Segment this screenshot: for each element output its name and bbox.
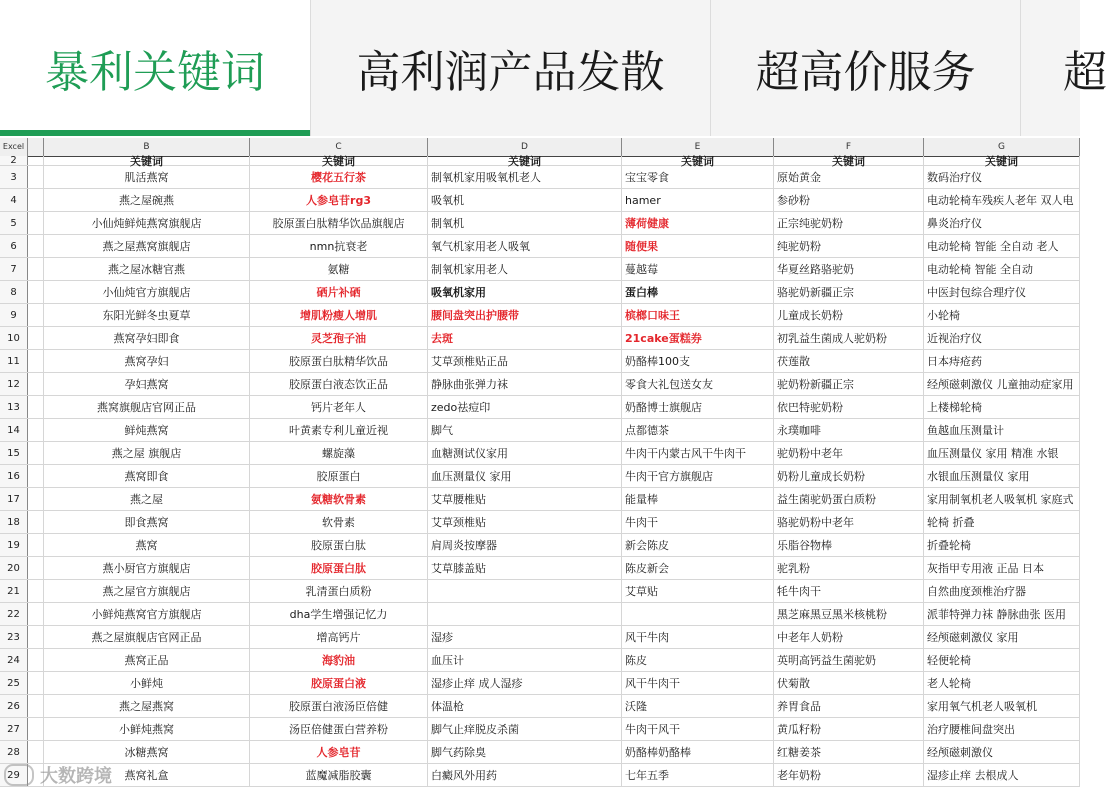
table-cell[interactable]: 儿童成长奶粉 [774, 304, 924, 326]
table-cell[interactable]: 樱花五行茶 [250, 166, 428, 188]
table-cell[interactable]: 驼奶粉中老年 [774, 442, 924, 464]
table-cell[interactable]: 英明高钙益生菌驼奶 [774, 649, 924, 671]
table-cell[interactable]: dha学生增强记忆力 [250, 603, 428, 625]
table-cell[interactable]: 东阳光鲜冬虫夏草 [44, 304, 250, 326]
table-row [0, 626, 1080, 649]
table-cell[interactable]: 华夏丝路骆驼奶 [774, 258, 924, 280]
table-cell[interactable]: 沃隆 [622, 695, 774, 717]
table-cell[interactable]: 艾草膝盖贴 [428, 557, 622, 579]
table-cell-empty[interactable] [28, 603, 44, 625]
table-cell[interactable]: 乳清蛋白质粉 [250, 580, 428, 602]
table-row [0, 327, 1080, 350]
table-cell[interactable]: 脚气止痒脱皮杀菌 [428, 718, 622, 740]
table-cell-empty[interactable] [28, 649, 44, 671]
table-cell[interactable]: 经颅磁刺激仪 家用 [924, 626, 1080, 648]
table-cell[interactable]: 软骨素 [250, 511, 428, 533]
table-row [0, 189, 1080, 212]
row-number[interactable]: 16 [0, 465, 28, 487]
row-number[interactable]: 26 [0, 695, 28, 717]
table-cell[interactable]: 脚气 [428, 419, 622, 441]
table-cell[interactable]: 胶原蛋白肽精华饮品旗舰店 [250, 212, 428, 234]
table-row [0, 419, 1080, 442]
table-cell-empty[interactable] [28, 718, 44, 740]
table-cell[interactable]: 小轮椅 [924, 304, 1080, 326]
table-cell[interactable]: 胶原蛋白肽 [250, 534, 428, 556]
table-cell[interactable]: 去斑 [428, 327, 622, 349]
table-cell[interactable]: 胶原蛋白液汤臣倍健 [250, 695, 428, 717]
table-cell[interactable]: 奶酪博士旗舰店 [622, 396, 774, 418]
watermark [4, 760, 112, 790]
table-cell-empty[interactable] [28, 156, 44, 165]
table-row [0, 580, 1080, 603]
table-cell[interactable]: 七年五季 [622, 764, 774, 786]
row-number[interactable]: 29 [0, 764, 28, 786]
tab-more[interactable] [1020, 0, 1107, 136]
table-cell[interactable]: 电动轮椅车残疾人老年 双人电 [924, 189, 1080, 211]
tab-profit-keywords[interactable] [0, 0, 310, 136]
table-row [0, 258, 1080, 281]
row-number[interactable]: 13 [0, 396, 28, 418]
table-row [0, 235, 1080, 258]
table-cell[interactable]: 自然曲度颈椎治疗器 [924, 580, 1080, 602]
column-letter[interactable]: E [622, 138, 774, 156]
table-row [0, 350, 1080, 373]
table-cell[interactable]: 血压计 [428, 649, 622, 671]
table-cell[interactable]: 燕窝旗舰店官网正品 [44, 396, 250, 418]
column-letter[interactable]: G [924, 138, 1080, 156]
table-cell[interactable]: 即食燕窝 [44, 511, 250, 533]
table-cell[interactable]: 湿疹 [428, 626, 622, 648]
table-cell[interactable]: 牛肉干官方旗舰店 [622, 465, 774, 487]
row-number[interactable]: 24 [0, 649, 28, 671]
table-cell[interactable]: 牛肉干风干 [622, 718, 774, 740]
row-number[interactable]: 7 [0, 258, 28, 280]
table-cell[interactable]: 治疗腰椎间盘突出 [924, 718, 1080, 740]
table-cell-empty[interactable] [28, 235, 44, 257]
table-cell[interactable]: 吸氧机 [428, 189, 622, 211]
table-cell[interactable]: 电动轮椅 智能 全自动 [924, 258, 1080, 280]
table-cell-empty[interactable] [28, 534, 44, 556]
table-cell[interactable]: 艾草腰椎贴 [428, 488, 622, 510]
row-number[interactable]: 11 [0, 350, 28, 372]
table-cell[interactable]: 胶原蛋白 [250, 465, 428, 487]
table-cell[interactable]: 电动轮椅 智能 全自动 老人 [924, 235, 1080, 257]
table-cell-empty[interactable] [28, 304, 44, 326]
table-cell[interactable]: 氨糖 [250, 258, 428, 280]
table-row [0, 396, 1080, 419]
column-header-cell[interactable]: 关键词 [250, 156, 428, 165]
row-number[interactable]: 8 [0, 281, 28, 303]
table-cell[interactable]: 驼奶粉新疆正宗 [774, 373, 924, 395]
table-cell[interactable]: 氨糖软骨素 [250, 488, 428, 510]
row-number[interactable]: 23 [0, 626, 28, 648]
table-cell[interactable]: 蓝魔减脂胶囊 [250, 764, 428, 786]
table-cell-empty[interactable] [28, 258, 44, 280]
column-letter-a-stub[interactable] [28, 138, 44, 156]
table-cell-empty[interactable] [28, 557, 44, 579]
table-cell[interactable]: 血糖测试仪家用 [428, 442, 622, 464]
table-cell[interactable]: 氧气机家用老人吸氧 [428, 235, 622, 257]
table-row [0, 304, 1080, 327]
watermark-logo-icon [4, 764, 34, 786]
table-cell[interactable]: 牛肉干内蒙古风干牛肉干 [622, 442, 774, 464]
table-row [0, 695, 1080, 718]
table-cell[interactable] [428, 603, 622, 625]
row-number[interactable]: 9 [0, 304, 28, 326]
table-cell[interactable]: 艾草贴 [622, 580, 774, 602]
table-row [0, 764, 1080, 787]
table-cell[interactable]: 21cake蛋糕券 [622, 327, 774, 349]
table-cell[interactable]: 燕之屋 [44, 488, 250, 510]
table-cell[interactable]: 制氧机家用吸氧机老人 [428, 166, 622, 188]
row-number[interactable]: 28 [0, 741, 28, 763]
table-cell[interactable]: 海豹油 [250, 649, 428, 671]
tab-bar [0, 0, 1107, 136]
table-cell[interactable]: 燕之屋燕窝旗舰店 [44, 235, 250, 257]
table-cell[interactable]: 鼻炎治疗仪 [924, 212, 1080, 234]
table-cell[interactable]: 经颅磁刺激仪 儿童抽动症家用 [924, 373, 1080, 395]
table-cell[interactable]: 燕之屋官方旗舰店 [44, 580, 250, 602]
table-cell[interactable]: hamer [622, 189, 774, 211]
table-cell[interactable]: 燕之屋燕窝 [44, 695, 250, 717]
table-cell-empty[interactable] [28, 350, 44, 372]
table-cell[interactable]: 脚气药除臭 [428, 741, 622, 763]
table-cell-empty[interactable] [28, 212, 44, 234]
table-cell[interactable]: 家用氧气机老人吸氧机 [924, 695, 1080, 717]
table-cell[interactable]: 血压测量仪 家用 [428, 465, 622, 487]
table-cell[interactable]: 鱼越血压测量计 [924, 419, 1080, 441]
row-number[interactable]: 10 [0, 327, 28, 349]
table-cell[interactable]: 蛋白棒 [622, 281, 774, 303]
table-cell[interactable]: 折叠轮椅 [924, 534, 1080, 556]
table-cell[interactable]: 灵芝孢子油 [250, 327, 428, 349]
table-cell[interactable]: 派菲特弹力袜 静脉曲张 医用 [924, 603, 1080, 625]
column-header-cell[interactable]: 关键词 [428, 156, 622, 165]
table-cell[interactable]: 风干牛肉干 [622, 672, 774, 694]
sheet-corner[interactable]: Excel [0, 138, 28, 156]
table-row [0, 511, 1080, 534]
table-cell[interactable]: 轻便轮椅 [924, 649, 1080, 671]
table-cell[interactable]: zedo祛痘印 [428, 396, 622, 418]
table-cell[interactable]: 黑芝麻黑豆黑米核桃粉 [774, 603, 924, 625]
table-cell[interactable]: 肌活燕窝 [44, 166, 250, 188]
table-row [0, 281, 1080, 304]
table-row [0, 166, 1080, 189]
table-cell[interactable]: 燕窝孕妇 [44, 350, 250, 372]
table-cell[interactable]: 人参皂苷rg3 [250, 189, 428, 211]
table-cell[interactable]: 小仙炖官方旗舰店 [44, 281, 250, 303]
table-cell-empty[interactable] [28, 396, 44, 418]
table-cell[interactable]: 小仙炖鲜炖燕窝旗舰店 [44, 212, 250, 234]
table-cell[interactable]: 参砂粉 [774, 189, 924, 211]
table-cell-empty[interactable] [28, 488, 44, 510]
table-cell[interactable]: 艾草颈椎贴 [428, 511, 622, 533]
table-cell[interactable] [622, 603, 774, 625]
table-cell[interactable]: 数码治疗仪 [924, 166, 1080, 188]
table-cell-empty[interactable] [28, 281, 44, 303]
table-cell[interactable]: 湿疹止痒 成人湿疹 [428, 672, 622, 694]
table-cell[interactable]: 艾草颈椎贴正品 [428, 350, 622, 372]
row-number[interactable]: 14 [0, 419, 28, 441]
table-cell[interactable]: 血压测量仪 家用 精准 水银 [924, 442, 1080, 464]
table-cell[interactable]: 人参皂苷 [250, 741, 428, 763]
table-cell[interactable]: 胶原蛋白液态饮正品 [250, 373, 428, 395]
table-cell[interactable]: 零食大礼包送女友 [622, 373, 774, 395]
column-letter[interactable]: B [44, 138, 250, 156]
table-cell[interactable]: 冰糖燕窝 [44, 741, 250, 763]
tab-label: 暴利关键词 [45, 47, 265, 98]
column-letter[interactable]: F [774, 138, 924, 156]
table-cell[interactable]: 吸氧机家用 [428, 281, 622, 303]
row-number[interactable]: 21 [0, 580, 28, 602]
table-cell[interactable]: 宝宝零食 [622, 166, 774, 188]
table-cell[interactable]: 奶酪棒100支 [622, 350, 774, 372]
table-cell[interactable]: 小鲜炖 [44, 672, 250, 694]
table-cell[interactable]: 牛肉干 [622, 511, 774, 533]
table-cell[interactable]: 钙片老年人 [250, 396, 428, 418]
row-number[interactable]: 6 [0, 235, 28, 257]
table-cell-empty[interactable] [28, 695, 44, 717]
tab-high-margin-products[interactable] [310, 0, 710, 136]
table-cell[interactable] [428, 580, 622, 602]
row-number[interactable]: 27 [0, 718, 28, 740]
table-cell[interactable]: 燕窝即食 [44, 465, 250, 487]
table-cell[interactable]: 永璞咖啡 [774, 419, 924, 441]
table-row [0, 741, 1080, 764]
row-number[interactable]: 22 [0, 603, 28, 625]
row-number[interactable]: 3 [0, 166, 28, 188]
table-cell-empty[interactable] [28, 419, 44, 441]
table-cell[interactable]: 养胃食品 [774, 695, 924, 717]
column-header-cell[interactable]: 关键词 [622, 156, 774, 165]
table-cell[interactable]: 燕窝孕妇即食 [44, 327, 250, 349]
row-number[interactable]: 25 [0, 672, 28, 694]
table-cell[interactable]: 伏菊散 [774, 672, 924, 694]
table-cell[interactable]: 陈皮 [622, 649, 774, 671]
table-cell[interactable]: 槟榔口味王 [622, 304, 774, 326]
table-cell[interactable]: 近视治疗仪 [924, 327, 1080, 349]
table-cell[interactable]: 制氧机 [428, 212, 622, 234]
column-header-cell[interactable]: 关键词 [44, 156, 250, 165]
table-cell[interactable]: 汤臣倍健蛋白营养粉 [250, 718, 428, 740]
table-cell[interactable]: 陈皮新会 [622, 557, 774, 579]
table-cell[interactable]: 中医封包综合理疗仪 [924, 281, 1080, 303]
table-cell[interactable]: 孕妇燕窝 [44, 373, 250, 395]
table-cell[interactable]: 老人轮椅 [924, 672, 1080, 694]
table-cell[interactable]: 制氧机家用老人 [428, 258, 622, 280]
table-cell[interactable]: 燕窝 [44, 534, 250, 556]
table-cell-empty[interactable] [28, 327, 44, 349]
row-number[interactable]: 2 [0, 156, 28, 165]
table-cell[interactable]: 乐脂谷物棒 [774, 534, 924, 556]
table-cell[interactable]: 风干牛肉 [622, 626, 774, 648]
table-cell-empty[interactable] [28, 189, 44, 211]
table-cell[interactable]: 老年奶粉 [774, 764, 924, 786]
spreadsheet[interactable] [0, 138, 1080, 794]
tab-label: 高利润产品发散 [356, 47, 665, 98]
table-cell[interactable]: 体温枪 [428, 695, 622, 717]
table-cell[interactable]: 增肌粉瘦人增肌 [250, 304, 428, 326]
table-cell[interactable]: 奶酪棒奶酪棒 [622, 741, 774, 763]
table-cell[interactable]: 茯莲散 [774, 350, 924, 372]
table-cell[interactable]: 白癜风外用药 [428, 764, 622, 786]
active-tab-indicator [0, 130, 310, 136]
column-letter[interactable]: C [250, 138, 428, 156]
table-cell-empty[interactable] [28, 580, 44, 602]
table-cell-empty[interactable] [28, 442, 44, 464]
table-cell[interactable]: 骆驼奶粉中老年 [774, 511, 924, 533]
table-cell-empty[interactable] [28, 511, 44, 533]
table-cell[interactable]: 驼乳粉 [774, 557, 924, 579]
table-cell[interactable]: 依巴特驼奶粉 [774, 396, 924, 418]
table-cell[interactable]: 轮椅 折叠 [924, 511, 1080, 533]
table-row [0, 718, 1080, 741]
table-cell[interactable]: 静脉曲张弹力袜 [428, 373, 622, 395]
row-number[interactable]: 5 [0, 212, 28, 234]
table-row [0, 212, 1080, 235]
table-cell[interactable]: 腰间盘突出护腰带 [428, 304, 622, 326]
table-row [0, 534, 1080, 557]
table-cell-empty[interactable] [28, 373, 44, 395]
tab-label: 超高价服务 [755, 47, 976, 98]
table-cell-empty[interactable] [28, 166, 44, 188]
table-cell[interactable]: 增高钙片 [250, 626, 428, 648]
table-cell[interactable]: 鲜炖燕窝 [44, 419, 250, 441]
table-cell[interactable]: 骆驼奶新疆正宗 [774, 281, 924, 303]
table-cell[interactable]: 能量棒 [622, 488, 774, 510]
table-cell[interactable]: 小鲜炖燕窝官方旗舰店 [44, 603, 250, 625]
table-cell[interactable]: 点都德茶 [622, 419, 774, 441]
row-number[interactable]: 19 [0, 534, 28, 556]
tab-label: 超 [1063, 47, 1107, 98]
table-cell[interactable]: 牦牛肉干 [774, 580, 924, 602]
table-cell[interactable]: 随便果 [622, 235, 774, 257]
table-cell[interactable]: 奶粉儿童成长奶粉 [774, 465, 924, 487]
table-cell[interactable]: 益生菌驼奶蛋白质粉 [774, 488, 924, 510]
table-row [0, 603, 1080, 626]
column-header-cell[interactable]: 关键词 [774, 156, 924, 165]
table-row [0, 373, 1080, 396]
table-row [0, 488, 1080, 511]
table-cell[interactable]: 叶黄素专利儿童近视 [250, 419, 428, 441]
table-cell[interactable]: 新会陈皮 [622, 534, 774, 556]
table-cell[interactable]: 薄荷健康 [622, 212, 774, 234]
table-cell[interactable]: 燕之屋 旗舰店 [44, 442, 250, 464]
table-cell[interactable]: 经颅磁刺激仪 [924, 741, 1080, 763]
table-cell-empty[interactable] [28, 626, 44, 648]
column-letter[interactable]: D [428, 138, 622, 156]
table-cell[interactable]: 胶原蛋白肽 [250, 557, 428, 579]
table-row [0, 465, 1080, 488]
table-cell-empty[interactable] [28, 465, 44, 487]
row-number[interactable]: 17 [0, 488, 28, 510]
table-cell[interactable]: 燕之屋冰糖官燕 [44, 258, 250, 280]
table-cell[interactable]: 红糖姜茶 [774, 741, 924, 763]
table-cell[interactable]: nmn抗衰老 [250, 235, 428, 257]
table-cell-empty[interactable] [28, 672, 44, 694]
table-cell[interactable]: 原始黄金 [774, 166, 924, 188]
row-number[interactable]: 4 [0, 189, 28, 211]
table-cell[interactable]: 灰指甲专用液 正品 日本 [924, 557, 1080, 579]
table-cell[interactable]: 胶原蛋白液 [250, 672, 428, 694]
row-number[interactable]: 15 [0, 442, 28, 464]
row-number[interactable]: 18 [0, 511, 28, 533]
table-cell[interactable]: 水银血压测量仪 家用 [924, 465, 1080, 487]
tab-premium-services[interactable] [710, 0, 1020, 136]
table-cell[interactable]: 正宗纯驼奶粉 [774, 212, 924, 234]
row-number[interactable]: 20 [0, 557, 28, 579]
table-row [0, 557, 1080, 580]
table-cell[interactable]: 纯驼奶粉 [774, 235, 924, 257]
header-row [0, 156, 1080, 166]
table-cell[interactable]: 燕之屋旗舰店官网正品 [44, 626, 250, 648]
table-cell[interactable]: 燕窝正品 [44, 649, 250, 671]
table-cell[interactable]: 螺旋藻 [250, 442, 428, 464]
table-row [0, 672, 1080, 695]
table-cell[interactable]: 中老年人奶粉 [774, 626, 924, 648]
table-cell[interactable]: 小鲜炖燕窝 [44, 718, 250, 740]
table-cell[interactable]: 初乳益生菌成人驼奶粉 [774, 327, 924, 349]
table-cell[interactable]: 蔓越莓 [622, 258, 774, 280]
table-cell[interactable]: 黄瓜籽粉 [774, 718, 924, 740]
table-row [0, 442, 1080, 465]
watermark-text: 大数跨境 [40, 766, 112, 787]
row-number[interactable]: 12 [0, 373, 28, 395]
table-cell[interactable]: 燕之屋碗燕 [44, 189, 250, 211]
table-row [0, 649, 1080, 672]
column-header-cell[interactable]: 关键词 [924, 156, 1080, 165]
table-cell[interactable]: 胶原蛋白肽精华饮品 [250, 350, 428, 372]
table-cell[interactable]: 燕小厨官方旗舰店 [44, 557, 250, 579]
table-cell[interactable]: 湿疹止痒 去根成人 [924, 764, 1080, 786]
table-cell[interactable]: 肩周炎按摩器 [428, 534, 622, 556]
table-cell[interactable]: 上楼梯轮椅 [924, 396, 1080, 418]
table-cell[interactable]: 硒片补硒 [250, 281, 428, 303]
table-cell[interactable]: 家用制氧机老人吸氧机 家庭式 [924, 488, 1080, 510]
table-cell[interactable]: 燕窝礼盒 [44, 764, 250, 786]
table-cell[interactable]: 日本痔疮药 [924, 350, 1080, 372]
